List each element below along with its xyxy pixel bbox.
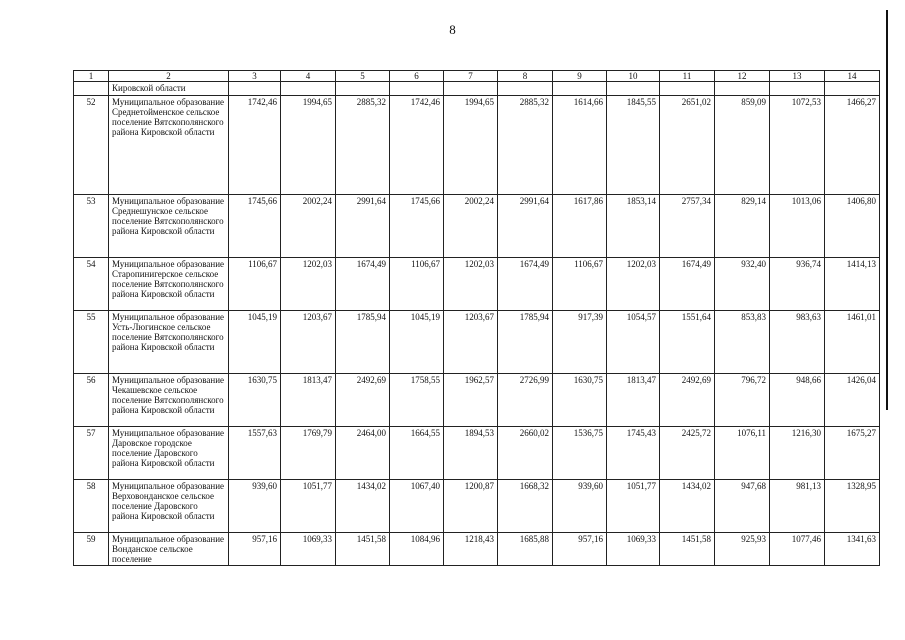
value-cell: 2492,69 (660, 374, 715, 427)
header-cell: 5 (336, 71, 390, 82)
value-cell: 1051,77 (281, 480, 336, 533)
municipality-name: Муниципальное образование Среднешунское сельское поселение Вятскополянского района Кировской области (109, 195, 229, 258)
value-cell: 2002,24 (444, 195, 498, 258)
header-cell: 1 (74, 71, 109, 82)
value-cell: 1218,43 (444, 533, 498, 566)
header-cell: 10 (607, 71, 660, 82)
empty-cell (553, 82, 607, 96)
value-cell: 796,72 (715, 374, 770, 427)
value-cell: 1674,49 (336, 258, 390, 311)
value-cell: 2991,64 (336, 195, 390, 258)
value-cell: 1551,64 (660, 311, 715, 374)
tariff-table (73, 70, 880, 566)
value-cell: 932,40 (715, 258, 770, 311)
value-cell: 1785,94 (336, 311, 390, 374)
page-number: 8 (449, 22, 456, 37)
value-cell: 1451,58 (336, 533, 390, 566)
municipality-name: Муниципальное образование Старопинигерское сельское поселение Вятскополянского района Кировской области (109, 258, 229, 311)
value-cell: 1054,57 (607, 311, 660, 374)
row-number: 53 (74, 195, 109, 258)
value-cell: 859,09 (715, 96, 770, 195)
value-cell: 1106,67 (229, 258, 281, 311)
value-cell: 2464,00 (336, 427, 390, 480)
empty-cell (390, 82, 444, 96)
value-cell: 1203,67 (281, 311, 336, 374)
value-cell: 2726,99 (498, 374, 553, 427)
value-cell: 1994,65 (281, 96, 336, 195)
value-cell: 1813,47 (281, 374, 336, 427)
municipality-name: Муниципальное образование Усть-Люгинское сельское поселение Вятскополянского района Кировской области (109, 311, 229, 374)
margin-line (886, 10, 888, 410)
value-cell: 1769,79 (281, 427, 336, 480)
value-cell: 1013,06 (770, 195, 825, 258)
value-cell: 1466,27 (825, 96, 880, 195)
value-cell: 1630,75 (553, 374, 607, 427)
header-cell: 8 (498, 71, 553, 82)
value-cell: 957,16 (229, 533, 281, 566)
value-cell: 1069,33 (281, 533, 336, 566)
table-row (74, 258, 880, 311)
continuation-text: Кировской области (109, 82, 229, 96)
value-cell: 957,16 (553, 533, 607, 566)
value-cell: 2757,34 (660, 195, 715, 258)
value-cell: 1742,46 (229, 96, 281, 195)
municipality-name: Муниципальное образование Верховонданское сельское поселение Даровского района Кировской области (109, 480, 229, 533)
empty-cell (770, 82, 825, 96)
value-cell: 2425,72 (660, 427, 715, 480)
value-cell: 939,60 (229, 480, 281, 533)
value-cell: 1406,80 (825, 195, 880, 258)
value-cell: 1426,04 (825, 374, 880, 427)
value-cell: 1069,33 (607, 533, 660, 566)
value-cell: 917,39 (553, 311, 607, 374)
row-number: 55 (74, 311, 109, 374)
value-cell: 1051,77 (607, 480, 660, 533)
empty-cell (825, 82, 880, 96)
value-cell: 1630,75 (229, 374, 281, 427)
empty-cell (498, 82, 553, 96)
value-cell: 829,14 (715, 195, 770, 258)
continuation-row (74, 82, 880, 96)
value-cell: 947,68 (715, 480, 770, 533)
value-cell: 1434,02 (336, 480, 390, 533)
table-row (74, 533, 880, 566)
value-cell: 1845,55 (607, 96, 660, 195)
header-cell: 7 (444, 71, 498, 82)
value-cell: 1202,03 (444, 258, 498, 311)
value-cell: 1994,65 (444, 96, 498, 195)
row-number: 56 (74, 374, 109, 427)
value-cell: 1067,40 (390, 480, 444, 533)
header-cell: 14 (825, 71, 880, 82)
header-row (74, 71, 880, 82)
row-number: 58 (74, 480, 109, 533)
value-cell: 1077,46 (770, 533, 825, 566)
row-number: 59 (74, 533, 109, 566)
row-number: 52 (74, 96, 109, 195)
value-cell: 853,83 (715, 311, 770, 374)
value-cell: 948,66 (770, 374, 825, 427)
table-row (74, 311, 880, 374)
table-row (74, 374, 880, 427)
value-cell: 1434,02 (660, 480, 715, 533)
value-cell: 1341,63 (825, 533, 880, 566)
municipality-name: Муниципальное образование Вонданское сельское поселение (109, 533, 229, 566)
value-cell: 1745,66 (390, 195, 444, 258)
value-cell: 2492,69 (336, 374, 390, 427)
municipality-name: Муниципальное образование Чекашевское сельское поселение Вятскополянского района Кировской области (109, 374, 229, 427)
value-cell: 1536,75 (553, 427, 607, 480)
value-cell: 1076,11 (715, 427, 770, 480)
value-cell: 1414,13 (825, 258, 880, 311)
value-cell: 2885,32 (336, 96, 390, 195)
value-cell: 936,74 (770, 258, 825, 311)
empty-cell (660, 82, 715, 96)
value-cell: 1106,67 (553, 258, 607, 311)
value-cell: 1202,03 (607, 258, 660, 311)
value-cell: 1664,55 (390, 427, 444, 480)
value-cell: 1202,03 (281, 258, 336, 311)
value-cell: 2660,02 (498, 427, 553, 480)
value-cell: 1045,19 (229, 311, 281, 374)
value-cell: 1758,55 (390, 374, 444, 427)
value-cell: 1785,94 (498, 311, 553, 374)
value-cell: 925,93 (715, 533, 770, 566)
header-cell: 6 (390, 71, 444, 82)
empty-cell (607, 82, 660, 96)
value-cell: 1813,47 (607, 374, 660, 427)
header-cell: 4 (281, 71, 336, 82)
header-cell: 3 (229, 71, 281, 82)
value-cell: 2885,32 (498, 96, 553, 195)
value-cell: 1675,27 (825, 427, 880, 480)
empty-cell (281, 82, 336, 96)
value-cell: 1685,88 (498, 533, 553, 566)
value-cell: 2002,24 (281, 195, 336, 258)
value-cell: 1203,67 (444, 311, 498, 374)
row-number: 57 (74, 427, 109, 480)
municipality-name: Муниципальное образование Среднетойменское сельское поселение Вятскополянского района Кировской области (109, 96, 229, 195)
value-cell: 1745,66 (229, 195, 281, 258)
value-cell: 1084,96 (390, 533, 444, 566)
municipality-name: Муниципальное образование Даровское городское поселение Даровского района Кировской области (109, 427, 229, 480)
table-row (74, 480, 880, 533)
value-cell: 1328,95 (825, 480, 880, 533)
value-cell: 1674,49 (498, 258, 553, 311)
value-cell: 981,13 (770, 480, 825, 533)
header-cell: 13 (770, 71, 825, 82)
value-cell: 1072,53 (770, 96, 825, 195)
value-cell: 2651,02 (660, 96, 715, 195)
row-number: 54 (74, 258, 109, 311)
value-cell: 1106,67 (390, 258, 444, 311)
value-cell: 983,63 (770, 311, 825, 374)
empty-cell (444, 82, 498, 96)
table-row (74, 195, 880, 258)
table-row (74, 427, 880, 480)
value-cell: 1853,14 (607, 195, 660, 258)
value-cell: 1742,46 (390, 96, 444, 195)
header-cell: 11 (660, 71, 715, 82)
value-cell: 2991,64 (498, 195, 553, 258)
value-cell: 1674,49 (660, 258, 715, 311)
header-cell: 12 (715, 71, 770, 82)
value-cell: 1461,01 (825, 311, 880, 374)
value-cell: 1557,63 (229, 427, 281, 480)
value-cell: 1200,87 (444, 480, 498, 533)
empty-cell (715, 82, 770, 96)
value-cell: 1668,32 (498, 480, 553, 533)
value-cell: 1216,30 (770, 427, 825, 480)
value-cell: 1745,43 (607, 427, 660, 480)
value-cell: 1894,53 (444, 427, 498, 480)
empty-cell (336, 82, 390, 96)
empty-cell (74, 82, 109, 96)
value-cell: 1614,66 (553, 96, 607, 195)
value-cell: 939,60 (553, 480, 607, 533)
value-cell: 1045,19 (390, 311, 444, 374)
value-cell: 1617,86 (553, 195, 607, 258)
table-row (74, 96, 880, 195)
value-cell: 1962,57 (444, 374, 498, 427)
value-cell: 1451,58 (660, 533, 715, 566)
header-cell: 2 (109, 71, 229, 82)
empty-cell (229, 82, 281, 96)
header-cell: 9 (553, 71, 607, 82)
